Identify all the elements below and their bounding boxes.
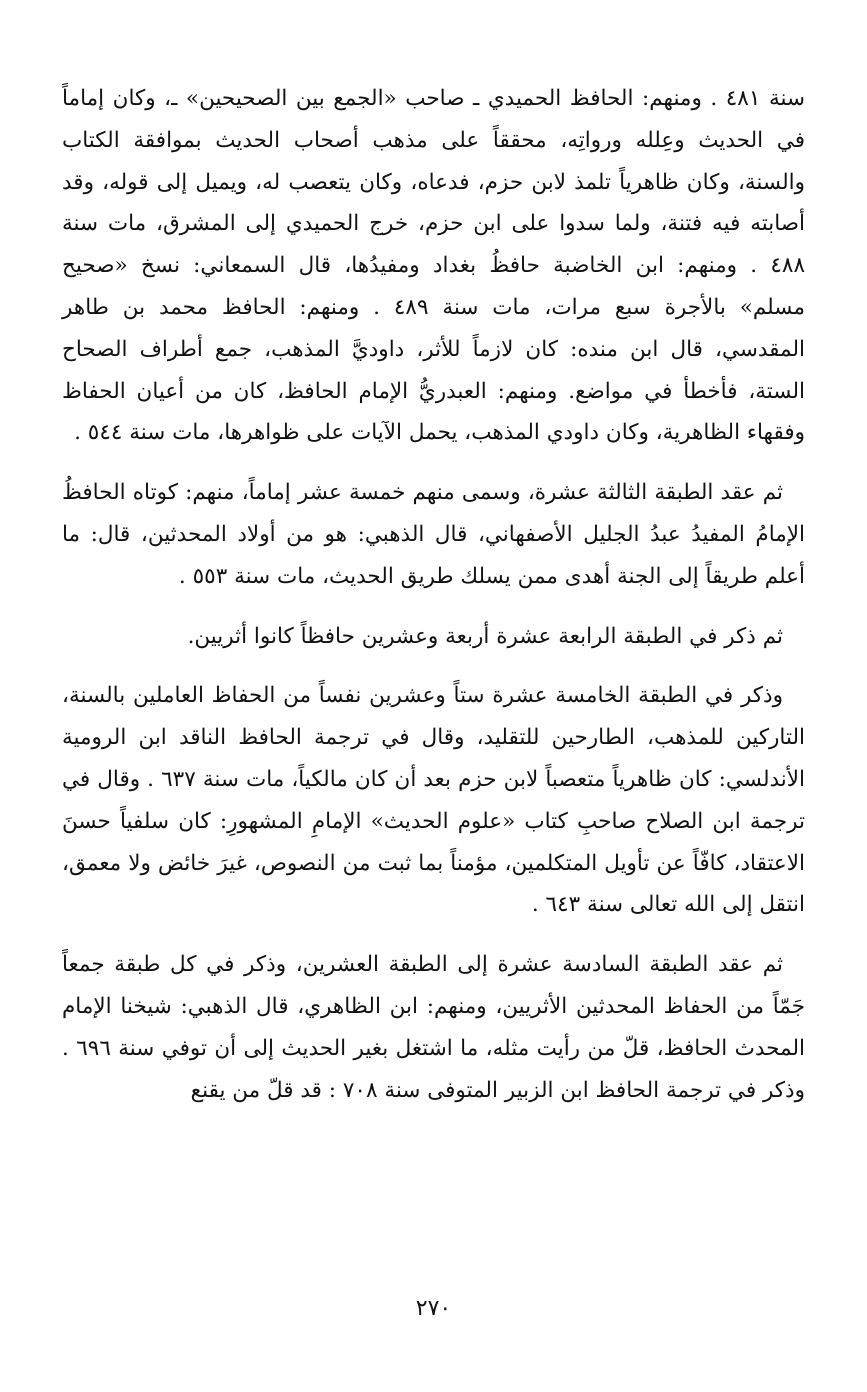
paragraph-4: وذكر في الطبقة الخامسة عشرة ستاً وعشرين نفساً من الحفاظ العاملين بالسنة، التاركين للمذهب، الطارحين للتقليد، وقال في ترجمة الحافظ الناقد ابن الرومية الأندلسي: كان ظاهرياً متعصباً لابن حزم بعد أن كان مالكياً، مات سنة ٦٣٧ . وقال في ترجمة ابن الصلاح صاحبِ كتاب «علوم الحديث» الإمامِ المشهورِ: كان سلفياً حسنَ الاعتقاد، كافّاً عن تأويل المتكلمين، مؤمناً بما ثبت من النصوص، غيرَ خائض ولا معمق، انتقل إلى الله تعالى سنة ٦٤٣ .: [62, 683, 805, 918]
page-body-text: [62, 78, 805, 1129]
paragraph-1: سنة ٤٨١ . ومنهم: الحافظ الحميدي ـ صاحب «الجمع بين الصحيحين» ـ، وكان إماماً في الحديث وعِلله ورواتِه، محققاً على مذهب أصحاب الحديث بموافقة الكتاب والسنة، وكان ظاهرياً تلمذ لابن حزم، فدعاه، وكان يتعصب له، ويميل إلى قوله، وقد أصابته فيه فتنة، ولما سدوا على ابن حزم، خرج الحميدي إلى المشرق، مات سنة ٤٨٨ . ومنهم: ابن الخاضبة حافظُ بغداد ومفيدُها، قال السمعاني: نسخ «صحيح مسلم» بالأجرة سبع مرات، مات سنة ٤٨٩ . ومنهم: الحافظ محمد بن طاهر المقدسي، قال ابن منده: كان لازماً للأثر، داوديَّ المذهب، جمع أطراف الصحاح الستة، فأخطأ في مواضع. ومنهم: العبدريُّ الإمام الحافظ، كان من أعيان الحفاظ وفقهاء الظاهرية، وكان داودي المذهب، يحمل الآيات على ظواهرها، مات سنة ٥٤٤ .: [62, 86, 805, 446]
paragraph-2: ثم عقد الطبقة الثالثة عشرة، وسمى منهم خمسة عشر إماماً، منهم: كوتاه الحافظُ الإمامُ المفيدُ عبدُ الجليل الأصفهاني، قال الذهبي: هو من أولاد المحدثين، قال: ما أعلم طريقاً إلى الجنة أهدى ممن يسلك طريق الحديث، مات سنة ٥٥٣ .: [62, 480, 805, 589]
paragraph-3: ثم ذكر في الطبقة الرابعة عشرة أربعة وعشرين حافظاً كانوا أثريين.: [187, 623, 783, 649]
page-number: ٢٧٠: [415, 1296, 452, 1321]
paragraph-5: ثم عقد الطبقة السادسة عشرة إلى الطبقة العشرين، وذكر في كل طبقة جمعاً جَمّاً من الحفاظ المحدثين الأثريين، ومنهم: ابن الظاهري، قال الذهبي: شيخنا الإمام المحدث الحافظ، قلّ من رأيت مثله، ما اشتغل بغير الحديث إلى أن توفي سنة ٦٩٦ . وذكر في ترجمة الحافظ ابن الزبير المتوفى سنة ٧٠٨ : قد قلّ من يقنع: [62, 952, 806, 1103]
